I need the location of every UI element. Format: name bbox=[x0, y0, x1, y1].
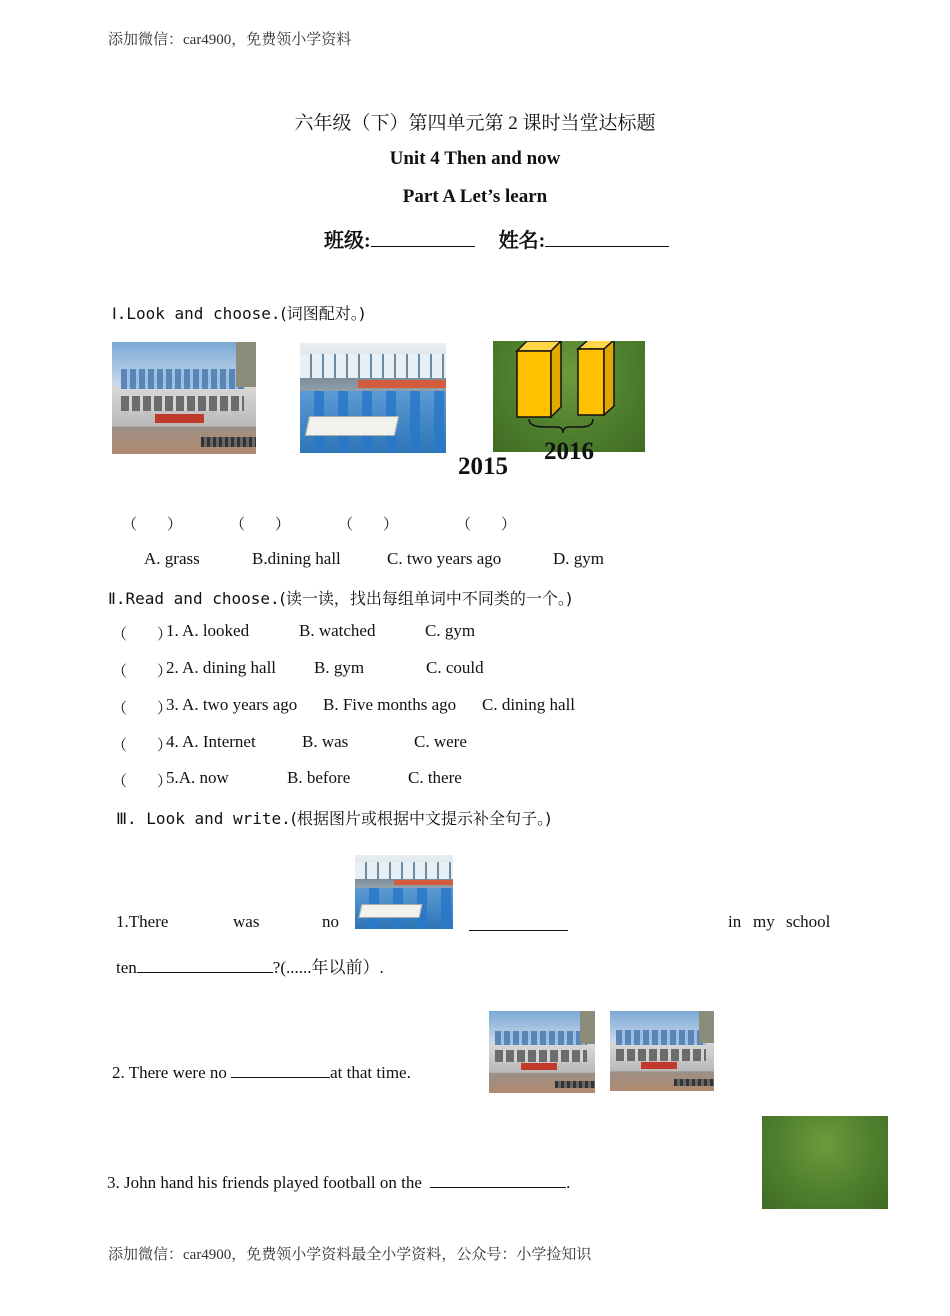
label-2016: 2016 bbox=[544, 438, 594, 465]
page-header: 添加微信：car4900，免费领小学资料 bbox=[108, 32, 352, 48]
q3-1-word-my: my bbox=[753, 912, 775, 931]
q3-3-grass-photo bbox=[762, 1116, 888, 1209]
q3-1-line2 bbox=[116, 953, 384, 978]
q3-3-start: 3. John hand his friends played football on the bbox=[107, 1173, 427, 1192]
name-blank[interactable] bbox=[545, 246, 669, 247]
q3-1-blank2[interactable] bbox=[137, 972, 273, 973]
option-d: D. gym bbox=[553, 549, 604, 568]
q2-1-b: B. watched bbox=[299, 621, 376, 640]
q3-2-end: at that time. bbox=[330, 1063, 411, 1082]
answer-paren-3[interactable]: （ ） bbox=[338, 517, 399, 533]
q2-1-c: C. gym bbox=[425, 621, 476, 640]
q2-5-c: C. there bbox=[408, 768, 462, 787]
q3-1-word-was: was bbox=[233, 912, 260, 931]
page-title-unit: Unit 4 Then and now bbox=[389, 148, 561, 169]
q3-2-gym-photo-1 bbox=[489, 1011, 595, 1093]
section2-title-cn: (读一读，找出每组单词中不同类的一个。) bbox=[279, 589, 573, 608]
page-title-part: Part A Let’s learn bbox=[402, 186, 548, 207]
q3-1-word-school: school bbox=[786, 912, 831, 931]
q2-5-a: 5.A. now bbox=[166, 768, 229, 787]
q3-1-word-there: 1.There bbox=[116, 912, 169, 931]
q3-1-blank[interactable] bbox=[469, 930, 568, 931]
q3-1-word-in: in bbox=[728, 912, 742, 931]
option-a: A. grass bbox=[144, 549, 200, 568]
q2-2-c: C. could bbox=[426, 658, 484, 677]
class-blank[interactable] bbox=[371, 246, 475, 247]
section2-title bbox=[108, 586, 572, 609]
section1-title-en: Ⅰ.Look and choose. bbox=[112, 304, 281, 323]
q3-1-hint: ?(......年以前）. bbox=[272, 958, 384, 977]
section2-title-en: Ⅱ.Read and choose. bbox=[108, 589, 280, 608]
answer-paren-2[interactable]: （ ） bbox=[230, 517, 291, 533]
q3-1-ten: ten bbox=[116, 958, 137, 977]
q2-paren-1[interactable]: （ ） bbox=[112, 627, 173, 643]
q2-1-a: 1. A. looked bbox=[166, 621, 250, 640]
section3-title-en: Ⅲ. Look and write. bbox=[116, 809, 291, 828]
q3-3-end: . bbox=[566, 1173, 571, 1192]
page-title-cn: 六年级（下）第四单元第 2 课时当堂达标题 bbox=[294, 113, 656, 134]
label-2015: 2015 bbox=[458, 453, 508, 480]
q3-3-sentence bbox=[107, 1173, 570, 1193]
class-label: 班级: bbox=[324, 230, 371, 252]
gym-photo bbox=[112, 342, 256, 454]
name-label: 姓名: bbox=[498, 230, 546, 252]
page-footer: 添加微信：car4900，免费领小学资料最全小学资料，公众号：小学捡知识 bbox=[108, 1247, 592, 1263]
q3-2-start: 2. There were no bbox=[112, 1063, 232, 1082]
dining-hall-photo bbox=[300, 343, 446, 453]
section1-title-cn: (词图配对。) bbox=[280, 304, 365, 323]
q2-4-a: 4. A. Internet bbox=[166, 732, 256, 751]
q3-2-sentence bbox=[112, 1063, 411, 1083]
q2-paren-4[interactable]: （ ） bbox=[112, 738, 173, 754]
q2-paren-2[interactable]: （ ） bbox=[112, 664, 173, 680]
q2-3-b: B. Five months ago bbox=[323, 695, 457, 714]
q3-1-dining-hall-photo bbox=[355, 855, 453, 929]
year-bars-icon bbox=[493, 341, 645, 452]
q3-3-blank[interactable] bbox=[430, 1187, 566, 1188]
section3-title-cn: (根据图片或根据中文提示补全句子。) bbox=[290, 809, 552, 828]
q2-2-a: 2. A. dining hall bbox=[166, 658, 277, 677]
q2-4-b: B. was bbox=[302, 732, 349, 751]
q2-2-b: B. gym bbox=[314, 658, 365, 677]
q2-3-c: C. dining hall bbox=[482, 695, 576, 714]
class-name-line bbox=[324, 224, 669, 253]
q3-2-gym-photo-2 bbox=[610, 1011, 714, 1091]
option-b: B.dining hall bbox=[252, 549, 341, 568]
answer-paren-1[interactable]: （ ） bbox=[122, 517, 183, 533]
answer-paren-4[interactable]: （ ） bbox=[456, 517, 517, 533]
section3-title bbox=[116, 806, 551, 829]
section1-title bbox=[112, 301, 365, 324]
q2-5-b: B. before bbox=[287, 768, 351, 787]
q2-paren-3[interactable]: （ ） bbox=[112, 701, 173, 717]
q2-4-c: C. were bbox=[414, 732, 467, 751]
q3-2-blank[interactable] bbox=[231, 1077, 330, 1078]
option-c: C. two years ago bbox=[387, 549, 502, 568]
q2-3-a: 3. A. two years ago bbox=[166, 695, 298, 714]
two-years-ago-picture bbox=[493, 341, 645, 452]
q3-1-word-no: no bbox=[322, 912, 339, 931]
q2-paren-5[interactable]: （ ） bbox=[112, 774, 173, 790]
